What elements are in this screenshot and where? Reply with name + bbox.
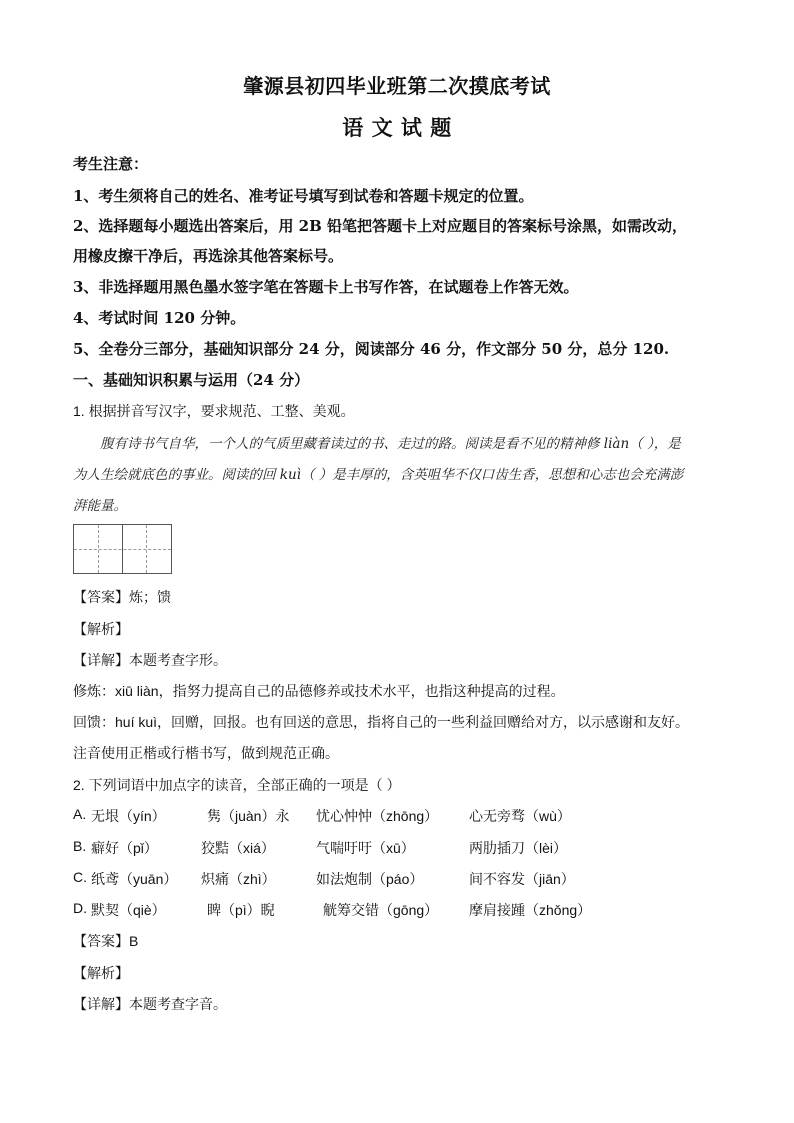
option-row bbox=[73, 838, 773, 862]
option-item: 癖好（pǐ） bbox=[91, 840, 158, 856]
option-item: 无垠（yín） bbox=[91, 808, 166, 824]
section-heading: 一、基础知识积累与运用（24 分） bbox=[73, 371, 310, 389]
notice-item: 1、考生须将自己的姓名、准考证号填写到试卷和答题卡规定的位置。 bbox=[73, 187, 534, 205]
option-row bbox=[73, 900, 773, 924]
notice-item: 2、选择题每小题选出答案后，用 2B 铅笔把答题卡上对应题目的答案标号涂黑，如需改动， bbox=[73, 217, 688, 235]
option-item: 默契（qiè） bbox=[91, 902, 166, 918]
option-row bbox=[73, 806, 773, 830]
answer-tag: 【答案】 bbox=[73, 589, 129, 605]
analysis-tag: 【解析】 bbox=[73, 621, 129, 637]
exam-subtitle: 语 文 试 题 bbox=[342, 115, 452, 140]
notice-item: 5、全卷分三部分，基础知识部分 24 分，阅读部分 46 分，作文部分 50 分，总分 120. bbox=[73, 340, 670, 358]
answer-line bbox=[73, 587, 171, 607]
notice-item: 用橡皮擦干净后，再选涂其他答案标号。 bbox=[73, 247, 344, 265]
option-item: 纸鸢（yuān） bbox=[91, 871, 178, 887]
answer-line bbox=[73, 931, 138, 951]
detail-line bbox=[73, 994, 227, 1014]
option-item: 心无旁骛（wù） bbox=[469, 808, 571, 824]
detail-tag: 【详解】 bbox=[73, 996, 129, 1012]
question-stem: 2. 下列词语中加点字的读音，全部正确的一项是（ ） bbox=[73, 777, 401, 793]
writing-grid bbox=[73, 524, 172, 574]
detail-tag: 【详解】 bbox=[73, 652, 129, 668]
option-item: 炽痛（zhì） bbox=[201, 871, 276, 887]
option-item: 如法炮制（páo） bbox=[316, 871, 424, 887]
option-item: 睥（pì）睨 bbox=[207, 902, 275, 918]
passage-line: 湃能量。 bbox=[73, 498, 127, 514]
option-item: 两肋插刀（lèi） bbox=[469, 840, 568, 856]
option-row bbox=[73, 869, 773, 893]
question-stem: 1. 根据拼音写汉字，要求规范、工整、美观。 bbox=[73, 403, 355, 419]
notice-item: 3、非选择题用黑色墨水签字笔在答题卡上书写作答，在试题卷上作答无效。 bbox=[73, 278, 579, 296]
answer-text: B bbox=[129, 933, 139, 949]
option-item: 觥筹交错（gōng） bbox=[323, 902, 439, 918]
option-label: A. bbox=[73, 806, 87, 822]
detail-line bbox=[73, 650, 227, 670]
passage-line: 腹有诗书气自华，一个人的气质里藏着读过的书、走过的路。阅读是看不见的精神修 liàn（ ），是 bbox=[100, 436, 681, 452]
option-item: 气喘吁吁（xū） bbox=[316, 840, 415, 856]
option-item: 忧心忡忡（zhōng） bbox=[316, 808, 439, 824]
passage-line: 为人生绘就底色的事业。阅读的回 kuì（ ）是丰厚的，含英咀华不仅口齿生香，思想和心志也会充满澎 bbox=[73, 467, 684, 483]
detail-text: 本题考查字音。 bbox=[129, 996, 227, 1012]
explain-line: 回馈：huí kuì，回赠，回报。也有回送的意思，指将自己的一些利益回赠给对方，以示感谢和友好。 bbox=[73, 714, 690, 730]
notice-heading: 考生注意： bbox=[73, 155, 149, 173]
option-item: 隽（juàn）永 bbox=[207, 808, 290, 824]
option-label: D. bbox=[73, 900, 87, 916]
option-label: C. bbox=[73, 869, 87, 885]
guide-line bbox=[74, 549, 171, 550]
analysis-tag: 【解析】 bbox=[73, 965, 129, 981]
option-item: 间不容发（jiān） bbox=[469, 871, 575, 887]
option-label: B. bbox=[73, 838, 87, 854]
option-item: 狡黠（xiá） bbox=[201, 840, 275, 856]
detail-text: 本题考查字形。 bbox=[129, 652, 227, 668]
explain-line: 修炼：xiū liàn，指努力提高自己的品德修养或技术水平，也指这种提高的过程。 bbox=[73, 683, 565, 699]
answer-text: 炼；馈 bbox=[129, 589, 171, 605]
notice-item: 4、考试时间 120 分钟。 bbox=[73, 309, 246, 327]
answer-tag: 【答案】 bbox=[73, 933, 129, 949]
exam-title: 肇源县初四毕业班第二次摸底考试 bbox=[243, 74, 551, 98]
option-item: 摩肩接踵（zhǒng） bbox=[469, 902, 592, 918]
explain-line: 注音使用正楷或行楷书写，做到规范正确。 bbox=[73, 745, 339, 761]
